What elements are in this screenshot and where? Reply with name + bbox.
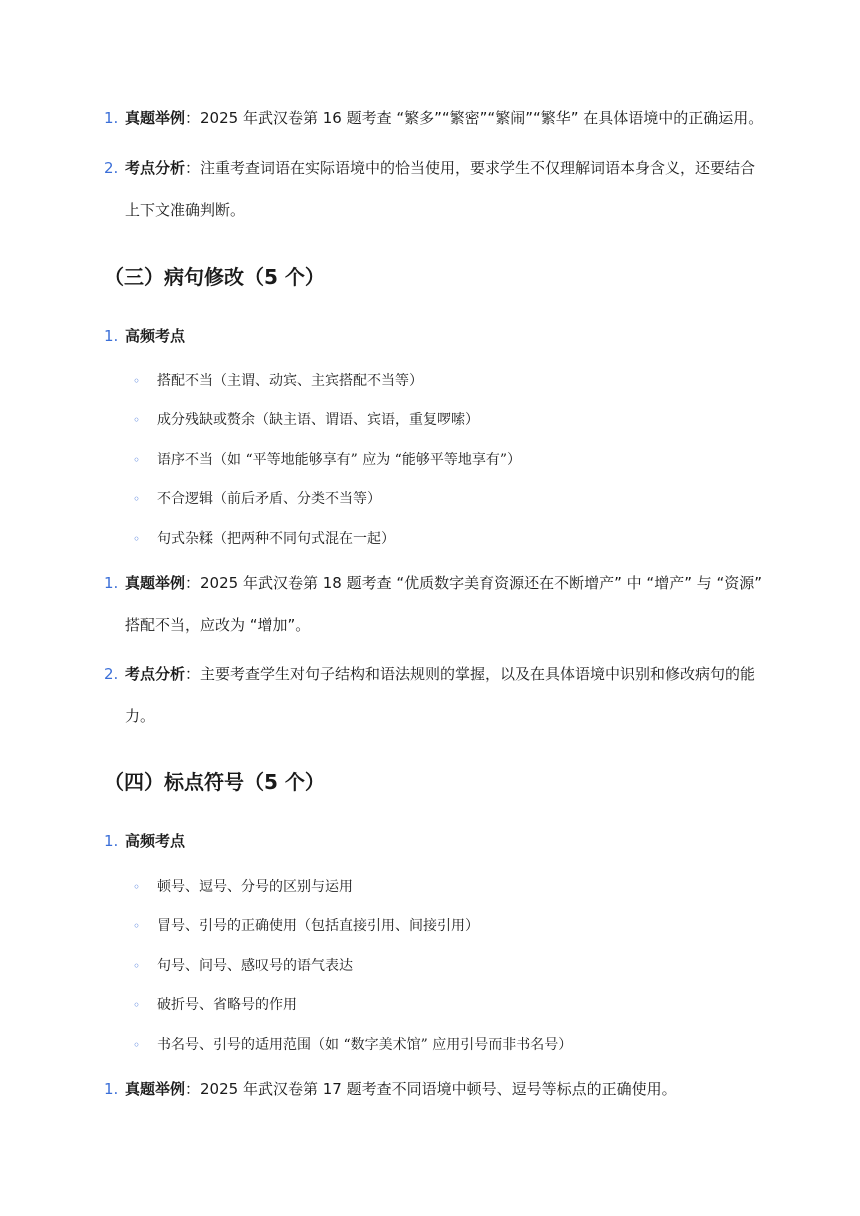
list-item-analysis-3 [104,653,764,737]
item-lead: 真题举例 [125,1080,186,1098]
list-number: 2. [104,665,119,683]
sub-list-item: ◦ 冒号、引号的正确使用（包括直接引用、间接引用） [133,915,479,937]
list-item-example-3 [104,562,764,646]
item-lead: 高频考点 [125,832,186,850]
list-number: 1. [104,1080,119,1098]
list-number: 1. [104,109,119,127]
sub-list-item: ◦ 语序不当（如 “平等地能够享有” 应为 “能够平等地享有”） [133,449,521,471]
item-text: ：注重考查词语在实际语境中的恰当使用，要求学生不仅理解词语本身含义，还要结合上下文准确判断。 [125,159,756,219]
item-lead: 真题举例 [125,574,186,592]
list-item-example-1 [104,97,764,139]
bullet-icon: ◦ [133,492,141,506]
bullet-icon: ◦ [133,374,141,388]
item-lead: 考点分析 [125,159,186,177]
bullet-icon: ◦ [133,1038,141,1052]
item-text: ：2025 年武汉卷第 17 题考查不同语境中顿号、逗号等标点的正确使用。 [185,1080,677,1098]
list-item-freq-3 [104,315,764,357]
bullet-icon: ◦ [133,998,141,1012]
list-number: 1. [104,832,119,850]
bullet-icon: ◦ [133,532,141,546]
item-text: ：2025 年武汉卷第 16 题考查 “繁多”“繁密”“繁闹”“繁华” 在具体语境中的正确运用。 [185,109,764,127]
sub-list-item: ◦ 成分残缺或赘余（缺主语、谓语、宾语，重复啰嗦） [133,409,479,431]
bullet-icon: ◦ [133,880,141,894]
list-item-freq-4 [104,820,764,862]
sub-list-item: ◦ 句号、问号、感叹号的语气表达 [133,955,353,977]
sub-list-item: ◦ 不合逻辑（前后矛盾、分类不当等） [133,488,381,510]
list-number: 2. [104,159,119,177]
bullet-icon: ◦ [133,413,141,427]
list-number: 1. [104,327,119,345]
item-lead: 考点分析 [125,665,186,683]
sub-list-item: ◦ 顿号、逗号、分号的区别与运用 [133,876,353,898]
sub-list-item: ◦ 破折号、省略号的作用 [133,994,297,1016]
list-item-example-4 [104,1068,764,1110]
item-lead: 高频考点 [125,327,186,345]
section-heading-4: （四）标点符号（5 个） [104,770,325,794]
section-heading-3: （三）病句修改（5 个） [104,265,325,289]
bullet-icon: ◦ [133,919,141,933]
bullet-icon: ◦ [133,959,141,973]
sub-list-item: ◦ 书名号、引号的适用范围（如 “数字美术馆” 应用引号而非书名号） [133,1034,572,1056]
bullet-icon: ◦ [133,453,141,467]
item-lead: 真题举例 [125,109,186,127]
item-text: ：2025 年武汉卷第 18 题考查 “优质数字美育资源还在不断增产” 中 “增产” 与 “资源” 搭配不当，应改为 “增加”。 [125,574,763,634]
sub-list-item: ◦ 句式杂糅（把两种不同句式混在一起） [133,528,395,550]
list-item-analysis-1 [104,147,764,231]
sub-list-item: ◦ 搭配不当（主谓、动宾、主宾搭配不当等） [133,370,423,392]
list-number: 1. [104,574,119,592]
item-text: ：主要考查学生对句子结构和语法规则的掌握，以及在具体语境中识别和修改病句的能力。 [125,665,756,725]
